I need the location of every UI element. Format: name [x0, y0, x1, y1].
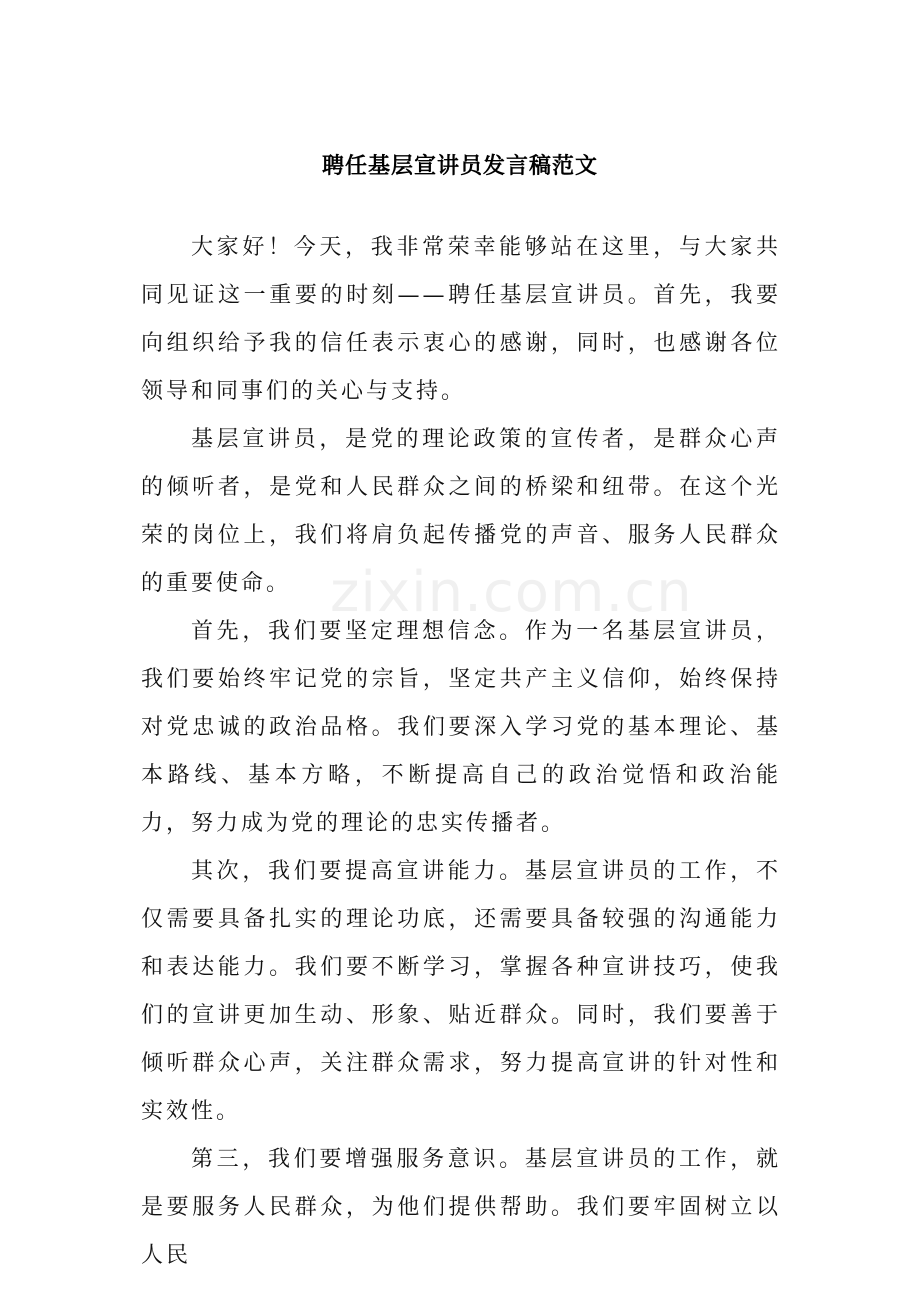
watermark: zixin.com.cn [330, 560, 693, 625]
paragraph: 其次，我们要提高宣讲能力。基层宣讲员的工作，不仅需要具备扎实的理论功底，还需要具备较强的沟通能力和表达能力。我们要不断学习，掌握各种宣讲技巧，使我们的宣讲更加生动、形象、贴近群众。同时，我们要善于倾听群众心声，关注群众需求，努力提高宣讲的针对性和实效性。 [141, 859, 781, 1124]
paragraph: 大家好！今天，我非常荣幸能够站在这里，与大家共同见证这一重要的时刻——聘任基层宣讲员。首先，我要向组织给予我的信任表示衷心的感谢，同时，也感谢各位领导和同事们的关心与支持。 [141, 235, 781, 404]
paragraph: 基层宣讲员，是党的理论政策的宣传者，是群众心声的倾听者，是党和人民群众之间的桥梁和纽带。在这个光荣的岗位上，我们将肩负起传播党的声音、服务人民群众的重要使命。 [141, 427, 781, 596]
page-title: 聘任基层宣讲员发言稿范文 [321, 153, 598, 179]
paragraph: 首先，我们要坚定理想信念。作为一名基层宣讲员，我们要始终牢记党的宗旨，坚定共产主义信仰，始终保持对党忠诚的政治品格。我们要深入学习党的基本理论、基本路线、基本方略，不断提高自己的政治觉悟和政治能力，努力成为党的理论的忠实传播者。 [141, 619, 781, 836]
document-body [141, 224, 781, 1280]
paragraph: 第三，我们要增强服务意识。基层宣讲员的工作，就是要服务人民群众，为他们提供帮助。我们要牢固树立以人民 [141, 1147, 781, 1268]
